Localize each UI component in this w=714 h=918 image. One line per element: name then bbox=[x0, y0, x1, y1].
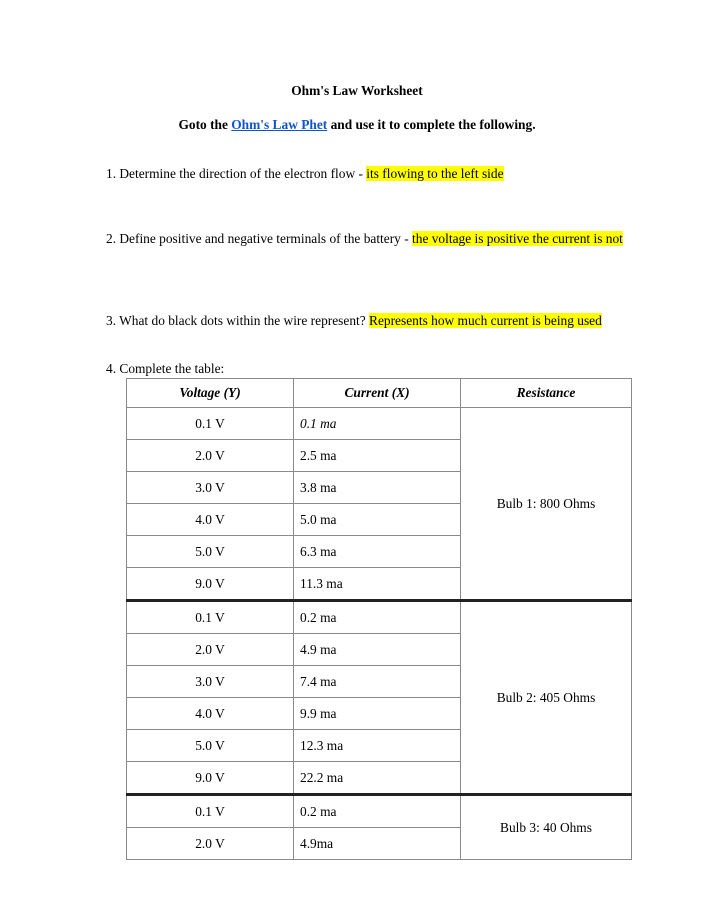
current-cell[interactable]: 0.2 ma bbox=[294, 601, 461, 634]
resistance-cell[interactable]: Bulb 1: 800 Ohms bbox=[461, 408, 632, 601]
question-1-answer[interactable]: its flowing to the left side bbox=[366, 166, 504, 181]
current-cell[interactable]: 6.3 ma bbox=[294, 536, 461, 568]
current-cell[interactable]: 7.4 ma bbox=[294, 666, 461, 698]
worksheet-title: Ohm's Law Worksheet bbox=[291, 83, 423, 98]
current-cell[interactable]: 0.1 ma bbox=[294, 408, 461, 440]
question-3 bbox=[106, 312, 630, 329]
table-header-row bbox=[127, 379, 632, 408]
voltage-cell[interactable]: 3.0 V bbox=[127, 666, 294, 698]
header-current: Current (X) bbox=[294, 379, 461, 408]
voltage-cell[interactable]: 0.1 V bbox=[127, 408, 294, 440]
subtitle-suffix: and use it to complete the following. bbox=[327, 117, 536, 132]
table-row bbox=[127, 408, 632, 440]
voltage-cell[interactable]: 0.1 V bbox=[127, 795, 294, 828]
question-3-prompt: 3. What do black dots within the wire represent? bbox=[106, 313, 370, 328]
current-cell[interactable]: 5.0 ma bbox=[294, 504, 461, 536]
current-cell[interactable]: 2.5 ma bbox=[294, 440, 461, 472]
current-cell[interactable]: 22.2 ma bbox=[294, 762, 461, 795]
question-1 bbox=[106, 165, 630, 182]
voltage-cell[interactable]: 3.0 V bbox=[127, 472, 294, 504]
voltage-cell[interactable]: 2.0 V bbox=[127, 634, 294, 666]
current-cell[interactable]: 9.9 ma bbox=[294, 698, 461, 730]
phet-link[interactable]: Ohm's Law Phet bbox=[231, 117, 328, 132]
current-cell[interactable]: 11.3 ma bbox=[294, 568, 461, 601]
voltage-cell[interactable]: 0.1 V bbox=[127, 601, 294, 634]
question-2-prompt: 2. Define positive and negative terminals of the battery - bbox=[106, 231, 413, 246]
resistance-cell[interactable]: Bulb 2: 405 Ohms bbox=[461, 601, 632, 795]
current-cell[interactable]: 0.2 ma bbox=[294, 795, 461, 828]
voltage-cell[interactable]: 5.0 V bbox=[127, 536, 294, 568]
question-4 bbox=[106, 360, 630, 377]
voltage-cell[interactable]: 9.0 V bbox=[127, 568, 294, 601]
voltage-cell[interactable]: 9.0 V bbox=[127, 762, 294, 795]
question-1-prompt: 1. Determine the direction of the electron flow - bbox=[106, 166, 367, 181]
question-4-prompt: 4. Complete the table: bbox=[106, 361, 225, 376]
ohms-law-table bbox=[126, 378, 632, 860]
header-resistance: Resistance bbox=[461, 379, 632, 408]
voltage-cell[interactable]: 5.0 V bbox=[127, 730, 294, 762]
question-3-answer[interactable]: Represents how much current is being used bbox=[369, 313, 602, 328]
current-cell[interactable]: 4.9ma bbox=[294, 828, 461, 860]
worksheet-subtitle bbox=[0, 117, 714, 133]
current-cell[interactable]: 4.9 ma bbox=[294, 634, 461, 666]
table-row bbox=[127, 795, 632, 828]
question-2-answer[interactable]: the voltage is positive the current is not bbox=[412, 231, 623, 246]
voltage-cell[interactable]: 4.0 V bbox=[127, 504, 294, 536]
current-cell[interactable]: 3.8 ma bbox=[294, 472, 461, 504]
table-row bbox=[127, 601, 632, 634]
voltage-cell[interactable]: 4.0 V bbox=[127, 698, 294, 730]
header-voltage: Voltage (Y) bbox=[127, 379, 294, 408]
current-cell[interactable]: 12.3 ma bbox=[294, 730, 461, 762]
voltage-cell[interactable]: 2.0 V bbox=[127, 828, 294, 860]
resistance-cell[interactable]: Bulb 3: 40 Ohms bbox=[461, 795, 632, 860]
subtitle-prefix: Goto the bbox=[178, 117, 232, 132]
question-2 bbox=[106, 230, 630, 247]
voltage-cell[interactable]: 2.0 V bbox=[127, 440, 294, 472]
